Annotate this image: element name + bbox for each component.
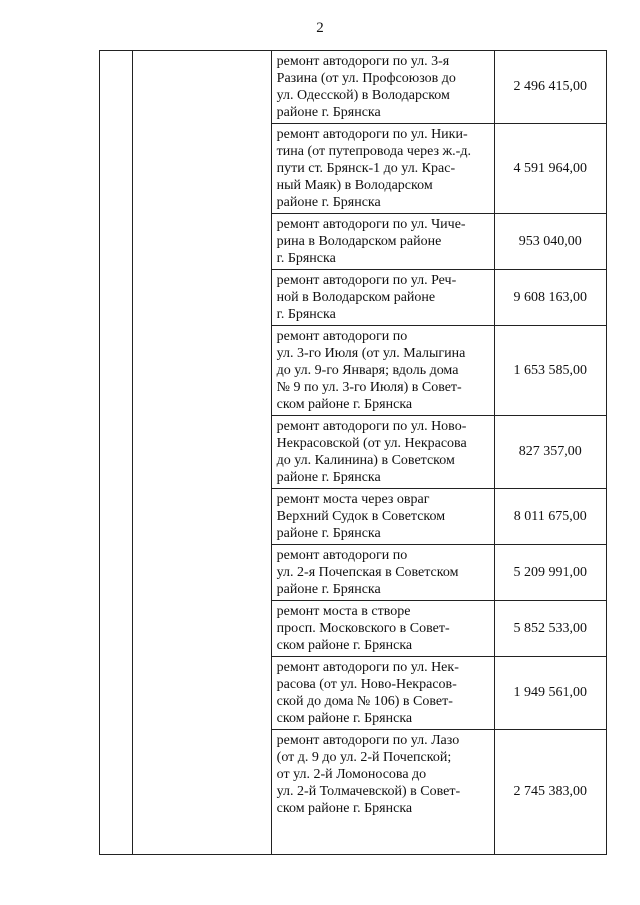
description-line: № 9 по ул. 3-го Июля) в Совет- xyxy=(276,380,462,395)
description-line: ремонт автодороги по ул. 3-я xyxy=(276,54,450,69)
description-line: ул. Одесской) в Володарском xyxy=(276,88,450,103)
description-line: г. Брянска xyxy=(276,307,336,322)
description-line: районе г. Брянска xyxy=(276,470,381,485)
works-table-body xyxy=(100,51,607,855)
description-line: ремонт автодороги по xyxy=(276,548,408,563)
work-amount: 1 949 561,00 xyxy=(494,657,606,730)
description-line: Некрасовской (от ул. Некрасова xyxy=(276,436,467,451)
description-line: ремонт автодороги по xyxy=(276,329,408,344)
work-description xyxy=(271,214,494,270)
description-line: районе г. Брянска xyxy=(276,526,381,541)
work-amount: 5 852 533,00 xyxy=(494,601,606,657)
description-line: ском районе г. Брянска xyxy=(276,801,413,816)
work-description xyxy=(271,489,494,545)
description-line: ремонт автодороги по ул. Реч- xyxy=(276,273,457,288)
table-row xyxy=(100,51,607,124)
description-line: ском районе г. Брянска xyxy=(276,711,413,726)
description-line: от ул. 2-й Ломоносова до xyxy=(276,767,427,782)
work-description xyxy=(271,657,494,730)
description-line: ском районе г. Брянска xyxy=(276,638,413,653)
description-line: (от д. 9 до ул. 2-й Почепской; xyxy=(276,750,452,765)
description-line: ской до дома № 106) в Совет- xyxy=(276,694,453,709)
description-line: ремонт моста через овраг xyxy=(276,492,430,507)
work-description xyxy=(271,416,494,489)
description-line: районе г. Брянска xyxy=(276,195,381,210)
work-description xyxy=(271,601,494,657)
work-description xyxy=(271,51,494,124)
work-description xyxy=(271,124,494,214)
description-line: районе г. Брянска xyxy=(276,105,381,120)
description-line: Разина (от ул. Профсоюзов до xyxy=(276,71,456,86)
description-line: районе г. Брянска xyxy=(276,582,381,597)
work-description xyxy=(271,270,494,326)
work-amount: 5 209 991,00 xyxy=(494,545,606,601)
work-amount: 2 496 415,00 xyxy=(494,51,606,124)
work-amount: 953 040,00 xyxy=(494,214,606,270)
description-line: просп. Московского в Совет- xyxy=(276,621,450,636)
work-amount: 2 745 383,00 xyxy=(494,730,606,855)
description-line: ул. 3-го Июля (от ул. Малыгина xyxy=(276,346,466,361)
description-line: до ул. Калинина) в Советском xyxy=(276,453,455,468)
description-line: рина в Володарском районе xyxy=(276,234,442,249)
description-line: ул. 2-й Толмачевской) в Совет- xyxy=(276,784,461,799)
work-amount: 9 608 163,00 xyxy=(494,270,606,326)
description-line: ремонт автодороги по ул. Лазо xyxy=(276,733,460,748)
description-line: до ул. 9-го Января; вдоль дома xyxy=(276,363,459,378)
works-table xyxy=(99,50,607,855)
work-description xyxy=(271,326,494,416)
description-line: ный Маяк) в Володарском xyxy=(276,178,433,193)
description-line: ремонт автодороги по ул. Чиче- xyxy=(276,217,466,232)
work-amount: 8 011 675,00 xyxy=(494,489,606,545)
description-line: пути ст. Брянск-1 до ул. Крас- xyxy=(276,161,456,176)
description-line: ул. 2-я Почепская в Советском xyxy=(276,565,459,580)
description-line: тина (от путепровода через ж.-д. xyxy=(276,144,471,159)
description-line: ском районе г. Брянска xyxy=(276,397,413,412)
number-column-cell xyxy=(100,51,133,855)
page-number: 2 xyxy=(316,20,324,36)
work-amount: 827 357,00 xyxy=(494,416,606,489)
work-amount: 4 591 964,00 xyxy=(494,124,606,214)
work-description xyxy=(271,730,494,855)
program-column-cell xyxy=(133,51,272,855)
description-line: расова (от ул. Ново-Некрасов- xyxy=(276,677,457,692)
description-line: ремонт автодороги по ул. Ново- xyxy=(276,419,467,434)
work-description xyxy=(271,545,494,601)
work-amount: 1 653 585,00 xyxy=(494,326,606,416)
description-line: г. Брянска xyxy=(276,251,336,266)
description-line: ремонт моста в створе xyxy=(276,604,411,619)
description-line: ремонт автодороги по ул. Нек- xyxy=(276,660,459,675)
description-line: Верхний Судок в Советском xyxy=(276,509,446,524)
description-line: ной в Володарском районе xyxy=(276,290,436,305)
description-line: ремонт автодороги по ул. Ники- xyxy=(276,127,468,142)
